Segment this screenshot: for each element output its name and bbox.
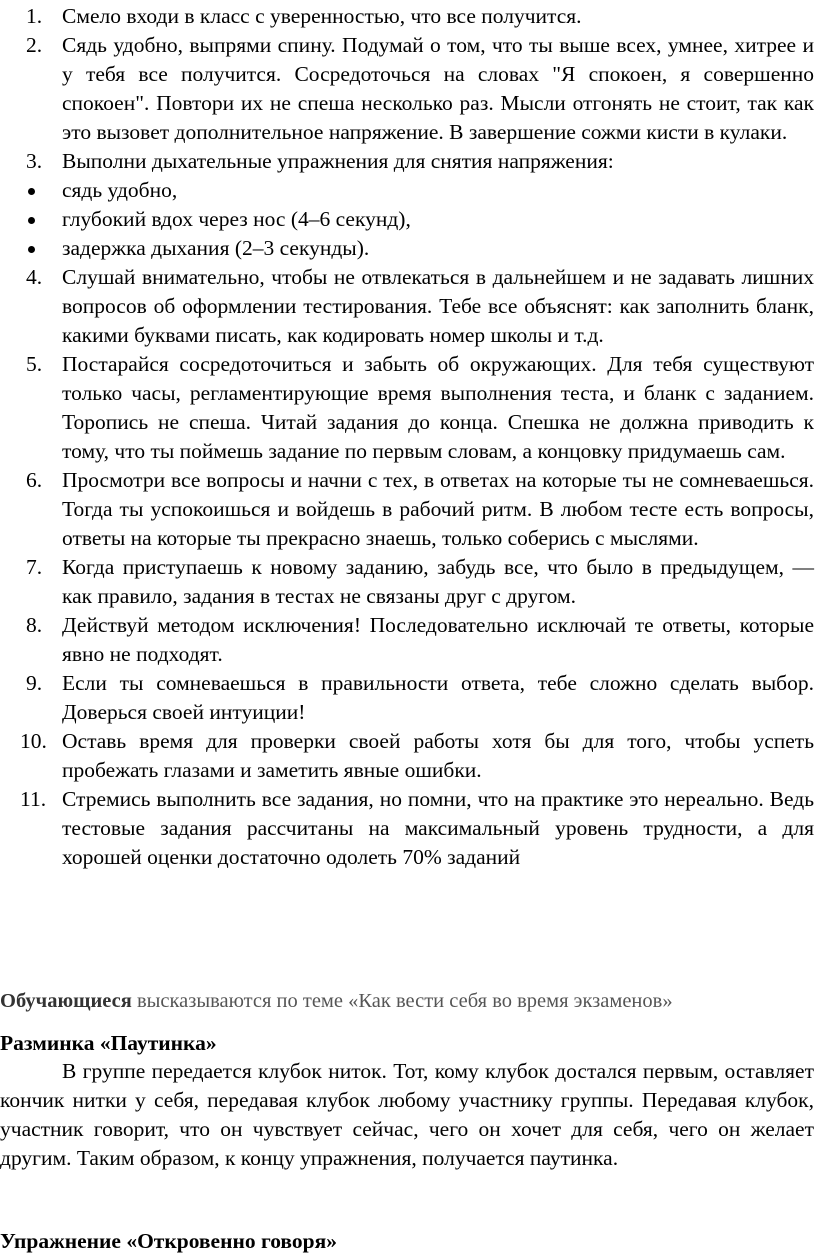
list-item-text: глубокий вдох через нос (4–6 секунд), xyxy=(62,207,411,231)
list-item-text: задержка дыхания (2–3 секунды). xyxy=(62,236,370,260)
bullet-icon xyxy=(28,246,35,253)
list-item xyxy=(0,553,816,611)
list-item-text: Постарайся сосредоточиться и забыть об окружающих. Для тебя существуют только часы, регламентирующие время выполнения теста, и бланк с заданием. Торопись не спеша. Читай задания до конца. Спешка не должна приводить к тому, что ты поймешь задание по первым словам, а концовку придумаешь сам. xyxy=(62,352,814,463)
list-item-text: Стремись выполнить все задания, но помни, что на практике это нереально. Ведь тестовые задания рассчитаны на максимальный уровень трудности, а для хорошей оценки достаточно одолеть 70% заданий xyxy=(62,787,814,869)
list-item-text: Слушай внимательно, чтобы не отвлекаться в дальнейшем и не задавать лишних вопросов об оформлении тестирования. Тебе все объяснят: как заполнить бланк, какими буквами писать, как кодировать номер школы и т.д. xyxy=(62,265,814,347)
list-item-text: Действуй методом исключения! Последовательно исключай те ответы, которые явно не подходят. xyxy=(62,613,814,666)
list-number: 2. xyxy=(26,33,43,57)
list-item-text: Смело входи в класс с уверенностью, что все получится. xyxy=(62,4,582,28)
list-item-text: Если ты сомневаешься в правильности ответа, тебе сложно сделать выбор. Доверься своей интуиции! xyxy=(62,671,814,724)
list-number: 9. xyxy=(26,671,43,695)
list-item xyxy=(0,611,816,669)
tips-list xyxy=(0,2,816,872)
list-item xyxy=(0,147,816,176)
list-item xyxy=(0,205,816,234)
list-item xyxy=(0,350,816,466)
students-note-text: высказываются по теме «Как вести себя во время экзаменов» xyxy=(131,990,673,1012)
list-item xyxy=(0,669,816,727)
list-item xyxy=(0,785,816,872)
students-note xyxy=(0,986,816,1016)
bullet-icon xyxy=(28,188,35,195)
list-item-text: Оставь время для проверки своей работы хотя бы для того, чтобы успеть пробежать глазами и заметить явные ошибки. xyxy=(62,729,814,782)
list-number: 4. xyxy=(26,265,43,289)
list-item-text: Когда приступаешь к новому заданию, забудь все, что было в предыдущем, — как правило, задания в тестах не связаны друг с другом. xyxy=(62,555,814,608)
students-note-bold: Обучающиеся xyxy=(0,990,132,1012)
warmup-heading: Разминка «Паутинка» xyxy=(0,1031,217,1055)
list-item xyxy=(0,2,816,31)
list-number: 11. xyxy=(20,787,47,811)
list-number: 1. xyxy=(26,4,43,28)
list-item xyxy=(0,176,816,205)
list-item xyxy=(0,31,816,147)
list-number: 7. xyxy=(26,555,43,579)
list-item-text: Просмотри все вопросы и начни с тех, в ответах на которые ты не сомневаешься. Тогда ты успокоишься и войдешь в рабочий ритм. В любом тесте есть вопросы, ответы на которые ты прекрасно знаешь, только соберись с мыслями. xyxy=(62,468,814,550)
list-number: 6. xyxy=(26,468,43,492)
list-number: 3. xyxy=(26,149,43,173)
bullet-icon xyxy=(28,217,35,224)
list-number: 8. xyxy=(26,613,43,637)
list-item xyxy=(0,466,816,553)
list-number: 5. xyxy=(26,352,43,376)
list-item-text: Выполни дыхательные упражнения для снятия напряжения: xyxy=(62,149,614,173)
list-item-text: Сядь удобно, выпрями спину. Подумай о том, что ты выше всех, умнее, хитрее и у тебя все получится. Сосредоточься на словах "Я спокоен, я совершенно спокоен". Повтори их не спеша несколько раз. Мысли отгонять не стоит, так как это вызовет дополнительное напряжение. В завершение сожми кисти в кулаки. xyxy=(62,33,814,144)
list-item xyxy=(0,234,816,263)
list-item-text: сядь удобно, xyxy=(62,178,178,202)
list-number: 10. xyxy=(20,729,47,753)
list-item xyxy=(0,727,816,785)
list-item xyxy=(0,263,816,350)
exercise-heading: Упражнение «Откровенно говоря» xyxy=(0,1229,337,1253)
warmup-paragraph: В группе передается клубок ниток. Тот, кому клубок достался первым, оставляет кончик нитки у себя, передавая клубок любому участнику группы. Передавая клубок, участник говорит, что он чувствует сейчас, чего он хочет для себя, чего он желает другим. Таким образом, к концу упражнения, получается паутинка. xyxy=(0,1059,814,1170)
